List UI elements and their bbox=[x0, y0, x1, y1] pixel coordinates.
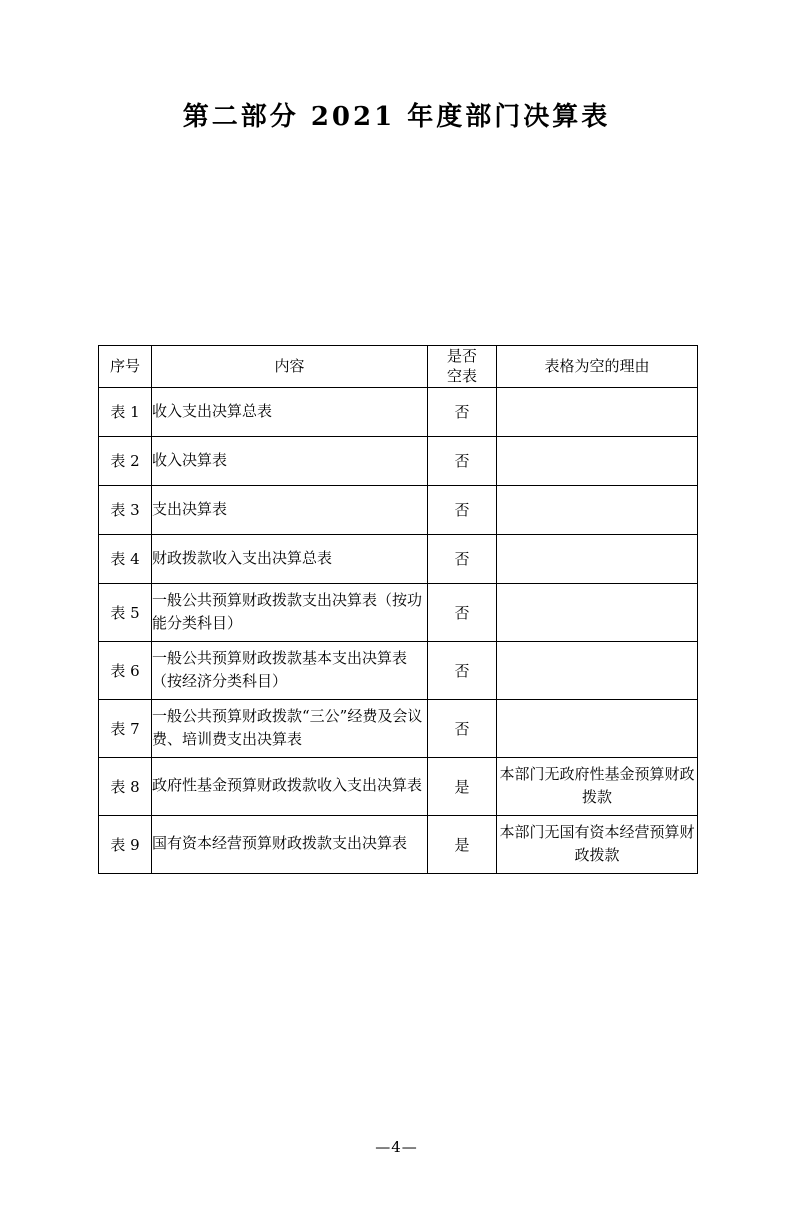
row-reason: 本部门无国有资本经营预算财政拨款 bbox=[497, 815, 698, 873]
row-no: 表 9 bbox=[99, 815, 152, 873]
row-is-empty: 否 bbox=[428, 436, 497, 485]
table-row bbox=[99, 485, 698, 534]
row-reason bbox=[497, 485, 698, 534]
row-content: 收入决算表 bbox=[152, 436, 428, 485]
row-reason bbox=[497, 699, 698, 757]
row-no: 表 1 bbox=[99, 387, 152, 436]
row-is-empty: 否 bbox=[428, 485, 497, 534]
column-header-is-empty-line1: 是否 bbox=[446, 347, 477, 365]
row-content: 收入支出决算总表 bbox=[152, 387, 428, 436]
row-is-empty: 否 bbox=[428, 534, 497, 583]
table-row bbox=[99, 641, 698, 699]
table-row bbox=[99, 815, 698, 873]
row-content: 一般公共预算财政拨款“三公”经费及会议费、培训费支出决算表 bbox=[152, 699, 428, 757]
row-no: 表 5 bbox=[99, 583, 152, 641]
row-reason bbox=[497, 641, 698, 699]
row-reason bbox=[497, 534, 698, 583]
row-no: 表 2 bbox=[99, 436, 152, 485]
column-header-reason: 表格为空的理由 bbox=[497, 346, 698, 388]
table-row bbox=[99, 757, 698, 815]
row-is-empty: 否 bbox=[428, 699, 497, 757]
page-number: —4— bbox=[375, 1138, 418, 1156]
column-header-is-empty-line2: 空表 bbox=[446, 367, 477, 386]
row-content: 支出决算表 bbox=[152, 485, 428, 534]
row-no: 表 8 bbox=[99, 757, 152, 815]
page-title: 第二部分 2021 年度部门决算表 bbox=[182, 102, 611, 132]
row-no: 表 3 bbox=[99, 485, 152, 534]
table-row bbox=[99, 436, 698, 485]
row-is-empty: 否 bbox=[428, 641, 497, 699]
row-no: 表 4 bbox=[99, 534, 152, 583]
row-reason bbox=[497, 583, 698, 641]
column-header-content: 内容 bbox=[152, 346, 428, 388]
row-is-empty: 是 bbox=[428, 815, 497, 873]
column-header-no: 序号 bbox=[99, 346, 152, 388]
row-content: 国有资本经营预算财政拨款支出决算表 bbox=[152, 815, 428, 873]
row-content: 财政拨款收入支出决算总表 bbox=[152, 534, 428, 583]
table-row bbox=[99, 534, 698, 583]
table-row bbox=[99, 699, 698, 757]
table-row bbox=[99, 387, 698, 436]
column-header-is-empty bbox=[428, 346, 497, 388]
row-is-empty: 否 bbox=[428, 583, 497, 641]
document-page bbox=[0, 96, 793, 1218]
row-reason bbox=[497, 387, 698, 436]
decision-tables-list bbox=[98, 345, 695, 874]
row-is-empty: 是 bbox=[428, 757, 497, 815]
row-content: 政府性基金预算财政拨款收入支出决算表 bbox=[152, 757, 428, 815]
row-is-empty: 否 bbox=[428, 387, 497, 436]
table-row bbox=[99, 583, 698, 641]
tables-index-table bbox=[98, 345, 698, 874]
row-content: 一般公共预算财政拨款支出决算表（按功能分类科目） bbox=[152, 583, 428, 641]
row-no: 表 6 bbox=[99, 641, 152, 699]
table-header-row bbox=[99, 346, 698, 388]
row-no: 表 7 bbox=[99, 699, 152, 757]
row-reason bbox=[497, 436, 698, 485]
table-body bbox=[99, 387, 698, 873]
table-header bbox=[99, 346, 698, 388]
row-reason: 本部门无政府性基金预算财政拨款 bbox=[497, 757, 698, 815]
row-content: 一般公共预算财政拨款基本支出决算表（按经济分类科目） bbox=[152, 641, 428, 699]
